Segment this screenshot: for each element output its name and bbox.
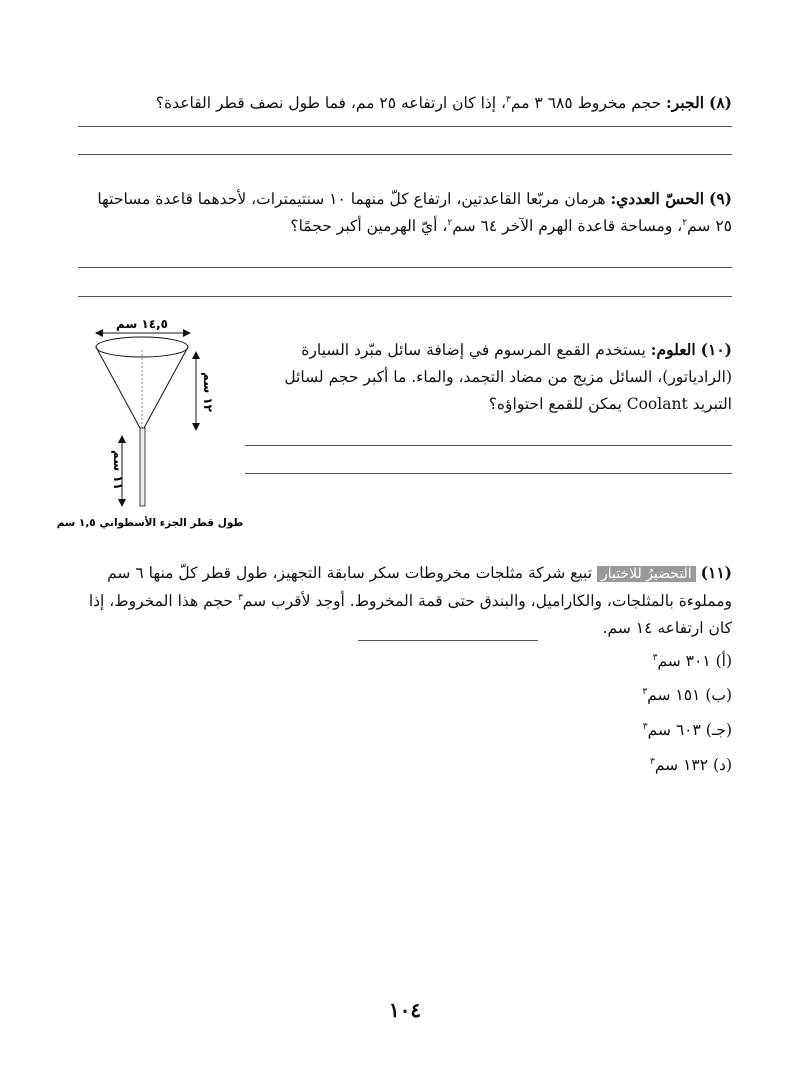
top-diameter-label: ١٤,٥ سم [116,317,168,331]
answer-blank[interactable] [358,640,538,641]
question-9 [76,185,732,240]
test-prep-badge: التحضيرُ للاختبار [597,566,696,582]
tube-length-label: ١١ سم [111,449,125,491]
q9-text-c: ، أيّ الهرمين أكبر حجمًا؟ [290,217,448,235]
answer-line[interactable] [245,473,732,474]
choice-sup: ٣ [652,652,658,663]
answer-line[interactable] [78,267,732,268]
choice-value: ١٥١ سم [647,686,701,704]
cone-height-label: ١٢ سم [201,371,215,413]
q9-sup: ٢ [447,217,453,228]
q9-text: هرمان مربّعا القاعدتين، ارتفاع كلّ منهما ١٠ سنتيمترات، لأحدهما قاعدة مساحتها ٢٥ سم [97,190,732,235]
q11-text: تبيع شركة مثلجات مخروطات سكر سابقة التجهيز، طول قطر كلّ منها ٦ سم ومملوءة بالمثلجات، والكاراميل، والبندق حتى قمة المخروط. أوجد لأقرب سم [107,564,732,610]
tube-diameter-caption: طول قطر الجزء الأسطواني ١,٥ سم [56,517,244,529]
question-11 [76,559,732,642]
q9-label: الحسّ العددي: [610,189,705,208]
choice-value: ٣٠١ سم [657,652,711,670]
question-8 [72,89,732,117]
choice-value: ١٣٢ سم [654,756,709,774]
answer-line[interactable] [245,445,732,446]
q8-number: (٨) [708,93,732,112]
answer-line[interactable] [78,126,732,127]
choice-sup: ٣ [650,756,655,767]
q10-text: يستخدم القمع المرسوم في إضافة سائل مبّرد السيارة (الرادياتور)، السائل مزيج من مضاد التجمد، والماء. ما أكبر حجم لسائل التبريد Coolant يمكن للقمع احتواؤه؟ [284,341,732,413]
page-number: ١٠٤ [388,998,422,1022]
q11-sup: ٣ [237,592,243,603]
q10-label: العلوم: [650,340,696,359]
q9-number: (٩) [708,189,732,208]
choice-sup: ٣ [642,721,648,732]
q8-text: حجم مخروط ٦٨٥ ٣ مم [510,94,662,112]
q8-text-b: ، إذا كان ارتفاعه ٢٥ مم، فما طول نصف قطر القاعدة؟ [155,94,507,112]
q8-label: الجبر: [666,93,705,112]
funnel-tube [140,428,145,506]
funnel-figure [56,310,244,540]
answer-line[interactable] [78,154,732,155]
question-10 [242,336,732,418]
q11-text-b: حجم هذا المخروط، إذا كان ارتفاعه ١٤ سم. [88,592,732,637]
q10-number: (١٠) [700,340,732,359]
choice-c[interactable] [643,721,732,739]
q9-sup: ٢ [682,217,688,228]
q9-text-b: ، ومساحة قاعدة الهرم الآخر ٦٤ سم [452,217,683,235]
choice-label: (ب) [705,686,732,704]
choice-b[interactable] [642,686,732,704]
choice-label: (أ) [715,652,732,670]
choice-sup: ٣ [642,686,648,697]
choice-value: ٦٠٣ سم [647,721,701,739]
choice-a[interactable] [653,652,732,670]
q11-number: (١١) [700,563,732,582]
choice-label: (د) [713,756,732,774]
answer-line[interactable] [78,296,732,297]
choice-label: (جـ) [705,721,732,739]
q8-sup: ٣ [506,94,511,105]
choice-d[interactable] [650,756,732,774]
